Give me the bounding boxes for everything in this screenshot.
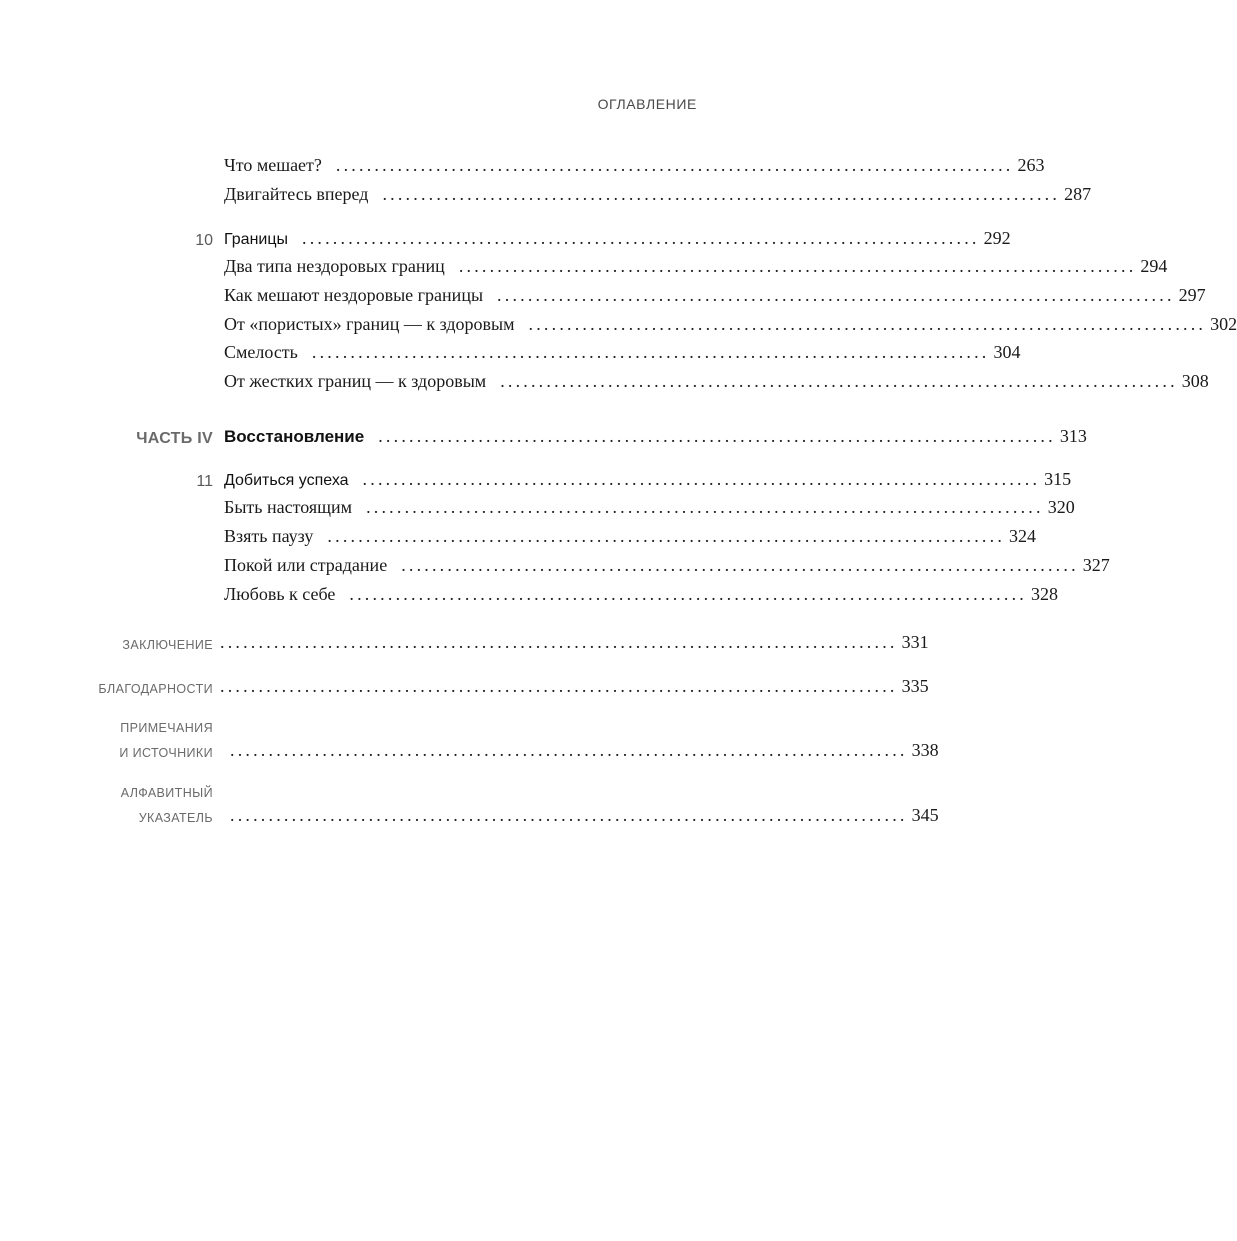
leader-dots: ........................................................................................ xyxy=(327,526,1006,546)
leader-dots: ........................................................................................ xyxy=(497,285,1175,305)
leader-dots: ........................................................................................ xyxy=(349,584,1027,604)
leader-dots: ........................................................................................ xyxy=(401,555,1079,575)
toc-entry[interactable] xyxy=(224,256,1168,277)
toc-entry-page: 315 xyxy=(1044,469,1072,489)
toc-back-matter[interactable] xyxy=(216,632,929,653)
leader-dots: ........................................................................................ xyxy=(378,426,1056,446)
toc-entry-page: 308 xyxy=(1181,371,1209,391)
toc-entry[interactable] xyxy=(224,285,1206,306)
part-number: ЧАСТЬ IV xyxy=(136,430,213,447)
toc-entry-title: Что мешает? xyxy=(224,155,322,175)
toc-entry[interactable] xyxy=(224,555,1110,576)
toc-entry-title: Покой или страдание xyxy=(224,555,388,575)
toc-entry-page: 313 xyxy=(1059,426,1087,446)
toc-entry-page: 263 xyxy=(1017,155,1045,175)
toc-entry-title: Взять паузу xyxy=(224,526,314,546)
back-matter-label-line1: АЛФАВИТНЫЙ xyxy=(120,786,213,800)
toc-entry-page: 302 xyxy=(1210,314,1237,334)
leader-dots: ........................................................................................ xyxy=(302,228,980,248)
running-head: ОГЛАВЛЕНИЕ xyxy=(597,96,697,112)
toc-entry-page: 287 xyxy=(1064,184,1092,204)
toc-entry-page: 297 xyxy=(1178,285,1206,305)
back-matter-label-line2: УКАЗАТЕЛЬ xyxy=(138,811,213,825)
leader-dots: ........................................................................................ xyxy=(382,184,1061,204)
toc-entry-page: 294 xyxy=(1140,256,1168,276)
leader-dots: ........................................................................................ xyxy=(366,497,1044,517)
toc-entry[interactable] xyxy=(224,155,1045,176)
chapter-title: Границы xyxy=(224,231,288,248)
toc-part[interactable] xyxy=(224,426,1087,447)
leader-dots: ........................................................................................ xyxy=(220,632,898,652)
toc-back-matter[interactable] xyxy=(216,676,929,697)
leader-dots: ........................................................................................ xyxy=(362,469,1041,489)
toc-entry-page: 338 xyxy=(911,740,939,760)
toc-entry[interactable] xyxy=(224,342,1021,363)
back-matter-label-line1: ПРИМЕЧАНИЯ xyxy=(120,721,213,735)
back-matter-label: БЛАГОДАРНОСТИ xyxy=(98,682,213,696)
toc-entry-title: От жестких границ — к здоровым xyxy=(224,371,487,391)
leader-dots: ........................................................................................ xyxy=(311,342,990,362)
chapter-number: 10 xyxy=(195,232,213,249)
toc-entry-page: 304 xyxy=(993,342,1021,362)
part-title: Восстановление xyxy=(224,427,365,446)
toc-entry-page: 345 xyxy=(911,805,939,825)
back-matter-label-line2: И ИСТОЧНИКИ xyxy=(119,746,213,760)
toc-back-matter[interactable] xyxy=(226,740,939,761)
toc-entry-page: 327 xyxy=(1082,555,1110,575)
toc-entry-page: 335 xyxy=(901,676,929,696)
toc-entry[interactable] xyxy=(224,314,1237,335)
toc-entry-page: 320 xyxy=(1047,497,1075,517)
toc-entry-title: Любовь к себе xyxy=(224,584,336,604)
leader-dots: ........................................................................................ xyxy=(230,805,908,825)
leader-dots: ........................................................................................ xyxy=(458,256,1137,276)
leader-dots: ........................................................................................ xyxy=(528,314,1207,334)
leader-dots: ........................................................................................ xyxy=(230,740,908,760)
toc-entry-page: 324 xyxy=(1009,526,1037,546)
toc-entry[interactable] xyxy=(224,584,1058,605)
toc-entry-title: Смелость xyxy=(224,342,298,362)
leader-dots: ........................................................................................ xyxy=(500,371,1178,391)
toc-entry-page: 331 xyxy=(901,632,929,652)
toc-entry-title: Как мешают нездоровые границы xyxy=(224,285,484,305)
toc-chapter[interactable] xyxy=(224,228,1011,249)
back-matter-label: ЗАКЛЮЧЕНИЕ xyxy=(122,638,213,652)
leader-dots: ........................................................................................ xyxy=(220,676,898,696)
toc-entry-page: 292 xyxy=(983,228,1011,248)
chapter-number: 11 xyxy=(196,473,213,490)
chapter-title: Добиться успеха xyxy=(224,472,349,489)
toc-entry[interactable] xyxy=(224,184,1092,205)
leader-dots: ........................................................................................ xyxy=(335,155,1014,175)
toc-entry-title: От «пористых» границ — к здоровым xyxy=(224,314,515,334)
toc-entry-title: Два типа нездоровых границ xyxy=(224,256,445,276)
toc-back-matter[interactable] xyxy=(226,805,939,826)
toc-entry[interactable] xyxy=(224,526,1037,547)
toc-chapter[interactable] xyxy=(224,469,1072,490)
toc-entry-title: Двигайтесь вперед xyxy=(224,184,369,204)
toc-entry-page: 328 xyxy=(1030,584,1058,604)
toc-entry-title: Быть настоящим xyxy=(224,497,353,517)
toc-entry[interactable] xyxy=(224,497,1075,518)
toc-entry[interactable] xyxy=(224,371,1209,392)
